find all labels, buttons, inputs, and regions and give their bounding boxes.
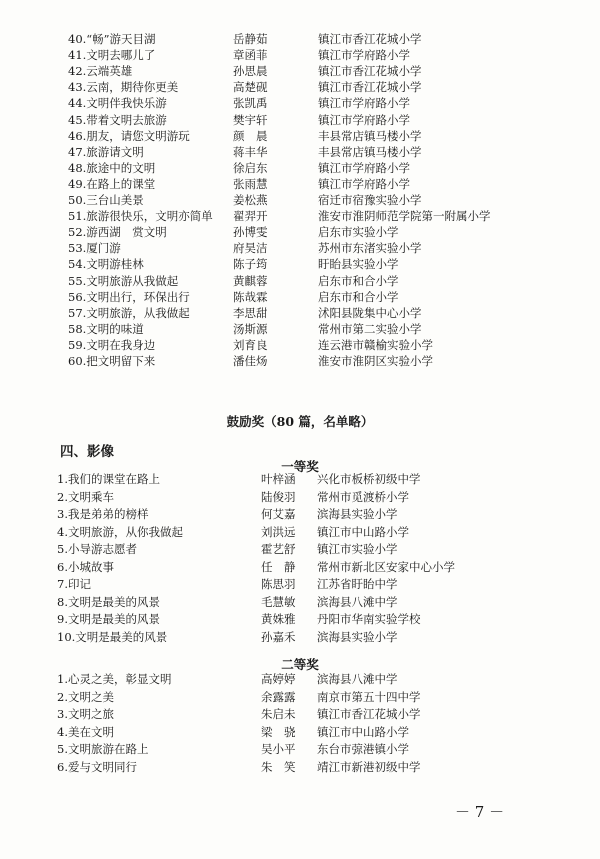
entry-school: 靖江市新港初级中学	[317, 759, 421, 774]
list-row	[57, 489, 590, 505]
second-prize-heading: 二等奖	[281, 657, 319, 672]
first-prize-heading: 一等奖	[281, 459, 319, 474]
entry-school: 滨海县实验小学	[317, 629, 398, 644]
list-row	[68, 273, 590, 289]
list-row	[57, 576, 590, 592]
list-row	[57, 741, 590, 757]
entry-title: 56.文明出行，环保出行	[68, 289, 190, 304]
list-row	[68, 112, 590, 128]
list-row	[68, 95, 590, 111]
entry-title: 8.文明是最美的风景	[57, 594, 160, 609]
list-row	[57, 471, 590, 487]
entry-title: 2.文明乘车	[57, 489, 114, 504]
entry-title: 58.文明的味道	[68, 321, 144, 336]
entry-title: 41.文明去哪儿了	[68, 48, 156, 63]
entry-author: 任 静	[261, 559, 296, 574]
list-row	[57, 759, 590, 775]
entry-school: 镇江市学府路小学	[318, 176, 410, 191]
list-row	[57, 611, 590, 627]
entry-title: 45.带着文明去旅游	[68, 112, 167, 127]
entry-author: 刘育良	[233, 337, 268, 352]
entry-school: 滨海县八滩中学	[317, 594, 398, 609]
entry-author: 孙思晨	[233, 64, 268, 79]
list-row	[68, 192, 590, 208]
entry-author: 陈哉霖	[233, 289, 268, 304]
list-row	[68, 321, 590, 337]
entry-school: 丰县常店镇马楼小学	[318, 144, 422, 159]
entry-author: 陆俊羽	[261, 489, 296, 504]
entry-title: 44.文明伴我快乐游	[68, 96, 167, 111]
list-row	[68, 47, 590, 63]
entry-school: 常州市第二实验小学	[318, 321, 422, 336]
list-row	[68, 224, 590, 240]
entry-school: 东台市弶港镇小学	[317, 742, 409, 756]
list-row	[57, 541, 590, 557]
entry-title: 47.旅游请文明	[68, 144, 144, 159]
entry-school: 启东市和合小学	[318, 289, 399, 304]
entry-author: 潘佳炀	[233, 354, 268, 368]
entry-title: 49.在路上的课堂	[68, 176, 156, 191]
entry-author: 高婷婷	[261, 672, 296, 686]
entry-school: 镇江市学府路小学	[318, 112, 410, 127]
entry-author: 余露露	[261, 689, 296, 704]
entry-author: 孙嘉禾	[261, 629, 296, 644]
entry-school: 镇江市学府路小学	[318, 160, 410, 175]
entry-school: 兴化市板桥初级中学	[317, 472, 421, 486]
entry-title: 59.文明在我身边	[68, 337, 156, 352]
list-row	[57, 506, 590, 522]
list-row	[68, 79, 590, 95]
entry-school: 镇江市香江花城小学	[317, 707, 421, 721]
entry-author: 张凯禹	[233, 96, 268, 111]
entry-title: 50.三台山美景	[68, 193, 144, 207]
entry-school: 镇江市中山路小学	[317, 724, 409, 739]
list-row	[68, 176, 590, 192]
entry-title: 3.我是弟弟的榜样	[57, 507, 149, 521]
entry-school: 丰县常店镇马楼小学	[318, 128, 422, 143]
entry-school: 丹阳市华南实验学校	[317, 612, 421, 626]
entry-title: 51.旅游很快乐，文明亦简单	[68, 209, 213, 224]
entry-title: 1.心灵之美，彰显文明	[57, 672, 172, 686]
list-row	[68, 31, 590, 47]
entry-school: 滨海县实验小学	[317, 507, 398, 521]
entry-author: 蒋丰华	[233, 144, 268, 159]
list-row	[68, 305, 590, 321]
entry-author: 翟羿开	[233, 209, 268, 224]
page-number: － 7 －	[455, 803, 505, 821]
list-row	[57, 594, 590, 610]
list-row	[57, 629, 590, 645]
entry-author: 岳静茹	[233, 32, 268, 46]
list-row	[68, 208, 590, 224]
entry-school: 沭阳县陇集中心小学	[318, 305, 422, 320]
entry-author: 霍艺舒	[261, 542, 296, 556]
entry-title: 4.文明旅游，从你我做起	[57, 524, 183, 539]
entry-title: 55.文明旅游从我做起	[68, 273, 179, 288]
entry-school: 常州市觅渡桥小学	[317, 489, 409, 504]
entry-title: 6.小城故事	[57, 559, 114, 574]
entry-author: 梁 骁	[261, 724, 296, 739]
entry-title: 6.爱与文明同行	[57, 759, 137, 774]
entry-author: 黄姝雅	[261, 612, 296, 626]
entry-title: 57.文明旅游，从我做起	[68, 305, 190, 320]
list-row	[57, 524, 590, 540]
entry-title: 4.美在文明	[57, 724, 114, 739]
entry-school: 滨海县八滩中学	[317, 672, 398, 686]
entry-school: 连云港市赣榆实验小学	[318, 337, 433, 352]
entry-author: 姜松燕	[233, 193, 268, 207]
list-row	[57, 706, 590, 722]
entry-school: 镇江市香江花城小学	[318, 64, 422, 79]
entry-school: 镇江市学府路小学	[318, 96, 410, 111]
entry-school: 南京市第五十四中学	[317, 689, 421, 704]
entry-author: 毛慧敏	[261, 594, 296, 609]
entry-author: 章函菲	[233, 48, 268, 63]
entry-author: 孙博雯	[233, 225, 268, 240]
list-row	[68, 256, 590, 272]
list-row	[68, 128, 590, 144]
entry-title: 52.游西湖 赏文明	[68, 225, 167, 240]
entry-author: 汤斯源	[233, 321, 268, 336]
entry-title: 2.文明之美	[57, 689, 114, 704]
entry-school: 启东市实验小学	[318, 225, 399, 240]
entry-school: 盱眙县实验小学	[318, 257, 399, 272]
entry-school: 江苏省盱眙中学	[317, 577, 398, 591]
entry-school: 淮安市淮阴师范学院第一附属小学	[318, 209, 491, 224]
entry-author: 黄麒蓉	[233, 273, 268, 288]
entry-author: 朱启未	[261, 707, 296, 721]
entry-school: 镇江市中山路小学	[317, 524, 409, 539]
entry-school: 镇江市香江花城小学	[318, 32, 422, 46]
entry-author: 樊宇轩	[233, 112, 268, 127]
list-row	[57, 724, 590, 740]
entry-school: 镇江市实验小学	[317, 542, 398, 556]
entry-title: 46.朋友，请您文明游玩	[68, 128, 190, 143]
entry-author: 朱 笑	[261, 759, 296, 774]
list-row	[68, 240, 590, 256]
entry-school: 淮安市淮阴区实验小学	[318, 354, 433, 368]
entry-title: 10.文明是最美的风景	[57, 629, 168, 644]
entry-school: 镇江市香江花城小学	[318, 80, 422, 95]
entry-author: 颜 晨	[233, 128, 268, 143]
entry-title: 5.小导游志愿者	[57, 542, 137, 556]
list-row	[57, 559, 590, 575]
entry-author: 徐启东	[233, 160, 268, 175]
entry-title: 7.印记	[57, 577, 91, 591]
entry-school: 宿迁市宿豫实验小学	[318, 193, 422, 207]
entry-title: 9.文明是最美的风景	[57, 612, 160, 626]
list-row	[68, 63, 590, 79]
entry-author: 叶梓涵	[261, 472, 296, 486]
encourage-award-line: 鼓励奖（80 篇，名单略）	[226, 414, 374, 429]
entry-author: 刘洪远	[261, 524, 296, 539]
entry-author: 陈子筠	[233, 257, 268, 272]
list-row	[68, 289, 590, 305]
entry-author: 张雨慧	[233, 176, 268, 191]
entry-title: 60.把文明留下来	[68, 354, 156, 368]
entry-title: 1.我们的课堂在路上	[57, 472, 160, 486]
entry-title: 54.文明游桂林	[68, 257, 144, 272]
entry-title: 40.“畅”游天目湖	[68, 32, 156, 46]
list-row	[68, 353, 590, 369]
list-row	[68, 337, 590, 353]
entry-author: 吴小平	[261, 742, 296, 756]
entry-title: 42.云端英雄	[68, 64, 133, 79]
list-row	[57, 671, 590, 687]
entry-author: 府昊洁	[233, 241, 268, 256]
section4-heading: 四、影像	[60, 444, 114, 460]
entry-title: 43.云南，期待你更美	[68, 80, 179, 95]
entry-title: 53.厦门游	[68, 241, 121, 256]
list-row	[57, 689, 590, 705]
entry-school: 启东市和合小学	[318, 273, 399, 288]
entry-author: 何艾嘉	[261, 507, 296, 521]
list-row	[68, 160, 590, 176]
entry-school: 镇江市学府路小学	[318, 48, 410, 63]
entry-title: 5.文明旅游在路上	[57, 742, 149, 756]
entry-title: 48.旅途中的文明	[68, 160, 156, 175]
entry-title: 3.文明之旅	[57, 707, 114, 721]
entry-author: 高楚砚	[233, 80, 268, 95]
entry-school: 常州市新北区安家中心小学	[317, 559, 455, 574]
entry-school: 苏州市东渚实验小学	[318, 241, 422, 256]
entry-author: 陈思羽	[261, 577, 296, 591]
entry-author: 李思甜	[233, 305, 268, 320]
list-row	[68, 144, 590, 160]
